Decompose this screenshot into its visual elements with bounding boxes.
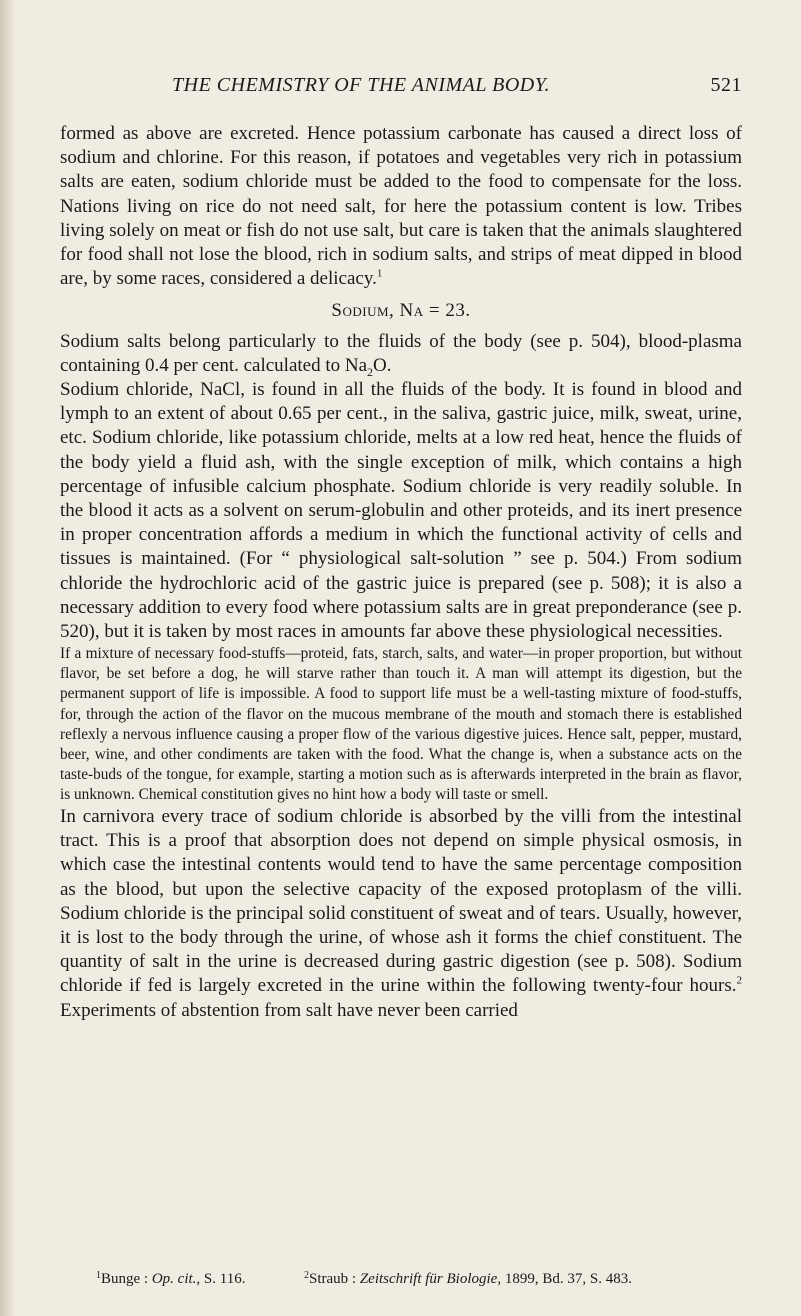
paragraph-text: Experiments of abstention from salt have never been carried (60, 999, 518, 1021)
paragraph-carnivora (60, 805, 742, 1023)
footnote-detail: 1899, Bd. 37, S. 483. (501, 1271, 632, 1287)
footnote-author: Bunge : (101, 1271, 152, 1287)
paragraph-small-print: If a mixture of necessary food-stuffs—proteid, fats, starch, salts, and water—in proper proportion, but without flavor, be set before a dog, he will starve rather than touch it. A man will attempt its digestion, but the permanent support of life is impossible. A food to support life must be a well-tasting mixture of food-stuffs, for, through the action of the flavor on the mucous membrane of the mouth and stomach there is established reflexly a nervous influence causing a proper flow of the various digestive juices. Hence salt, pepper, mustard, beer, wine, and other condiments are taken with the food. What the change is, when a substance acts on the taste-buds of the tongue, for example, starting a motion such as is afterwards interpreted in the brain as flavor, is unknown. Chemical constitution gives no hint how a body will taste or smell. (60, 645, 742, 803)
footnote-mark: 2 (304, 1270, 309, 1281)
paragraph-sodium-salts (60, 330, 742, 378)
footnote-ref-2: 2 (736, 975, 742, 988)
footnote-2 (304, 1270, 632, 1288)
paragraph-text: O. (373, 354, 392, 376)
page-header (60, 74, 742, 104)
page-gutter-shadow (0, 0, 14, 1316)
paragraph-text: Sodium salts belong particularly to the fluids of the body (see p. 504), blood-plasma containing 0.4 per cent. calculated to Na (60, 330, 742, 376)
paragraph-text: In carnivora every trace of sodium chloride is absorbed by the villi from the intestinal tract. This is a proof that absorption does not depend on simple physical osmosis, in which case the intestinal contents would tend to have the same percentage composition as the blood, but upon the selective capacity of the exposed protoplasm of the villi. Sodium chloride is the principal solid constituent of sweat and of tears. Usually, however, it is lost to the body through the urine, of whose ash it forms the chief constituent. The quantity of salt in the urine is decreased during gastric digestion (see p. 508). Sodium chloride if fed is largely excreted in the urine within the following twenty-four hours. (60, 806, 742, 997)
footnotes (96, 1270, 742, 1290)
subscript: 2 (367, 364, 374, 379)
section-heading-sodium: Sodium, Na = 23. (331, 300, 471, 322)
running-title: THE CHEMISTRY OF THE ANIMAL BODY. (172, 74, 551, 96)
footnote-1 (96, 1270, 245, 1288)
paragraph-potassium-loss (60, 122, 742, 291)
paragraph-text: formed as above are excreted. Hence potassium carbonate has caused a direct loss of sodium and chlorine. For this reason, if potatoes and vegetables very rich in potassium salts are eaten, sodium chloride must be added to the food to compensate for the loss. Nations living on rice do not need salt, for here the potassium content is low. Tribes living solely on meat or fish do not use salt, but care is taken that the animals slaughtered for food shall not lose the blood, rich in sodium salts, and strips of meat dipped in blood are, by some races, considered a delicacy. (60, 123, 742, 290)
footnote-ref-1: 1 (376, 267, 383, 280)
page-number: 521 (710, 74, 742, 96)
footnote-detail: S. 116. (200, 1271, 246, 1287)
footnote-mark: 1 (96, 1270, 101, 1281)
body-text (60, 122, 742, 1023)
footnote-source: Zeitschrift für Biologie, (359, 1271, 502, 1287)
footnote-author: Straub : (309, 1271, 360, 1287)
paragraph-sodium-chloride: Sodium chloride, NaCl, is found in all the fluids of the body. It is found in blood and lymph to an extent of about 0.65 per cent., in the saliva, gastric juice, milk, sweat, urine, etc. Sodium chloride, like potassium chloride, melts at a low red heat, hence the fluids of the body yield a fluid ash, with the single exception of milk, which contains a high percentage of infusible calcium phosphate. Sodium chloride is very readily soluble. In the blood it acts as a solvent on serum-globulin and other proteids, and its inert presence in proper concentration affords a medium in which the functional activity of cells and tissues is maintained. (For “ physiological salt-solution ” see p. 504.) From sodium chloride the hydrochloric acid of the gastric juice is prepared (see p. 508); it is also a necessary addition to every food where potassium salts are in great preponderance (see p. 520), but it is taken by most races in amounts far above these physiological necessities. (60, 379, 742, 643)
footnote-source: Op. cit., (151, 1271, 201, 1287)
